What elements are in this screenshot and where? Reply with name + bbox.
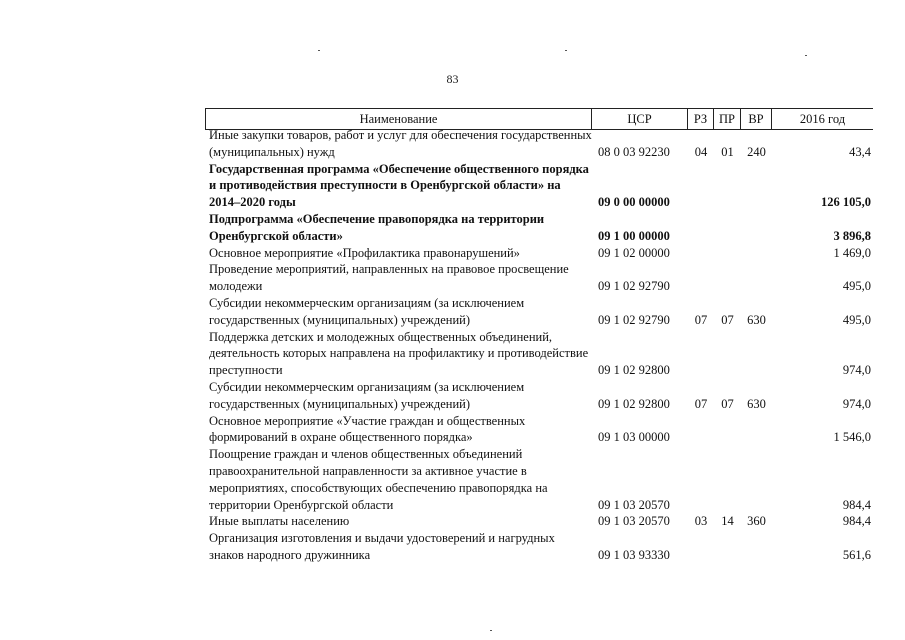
row-name: Поощрение граждан и членов общественных объединений правоохранительной направленности за активное участие в мероприятиях, способствующих обеспечению правопорядка на территории Оренбургской области <box>209 447 548 512</box>
row-csr: 09 1 03 00000 <box>598 430 670 445</box>
table-row <box>205 261 873 295</box>
scan-speck <box>318 50 320 51</box>
row-name: Субсидии некоммерческим организациям (за исключением государственных (муниципальных) учреждений) <box>209 379 525 411</box>
row-name: Иные закупки товаров, работ и услуг для обеспечения государственных (муниципальных) нужд <box>209 128 592 159</box>
table-row <box>205 161 873 211</box>
header-name: Наименование <box>205 109 592 129</box>
row-csr: 09 1 03 20570 <box>598 514 670 529</box>
header-pr: ПР <box>714 109 741 129</box>
row-rz: 07 <box>694 396 708 411</box>
row-name: Субсидии некоммерческим организациям (за исключением государственных (муниципальных) учреждений) <box>209 295 525 327</box>
table-body <box>205 127 873 564</box>
row-vr: 360 <box>747 514 766 529</box>
row-name: Основное мероприятие «Профилактика правонарушений» <box>209 245 520 260</box>
row-value: 974,0 <box>842 363 871 378</box>
header-csr: ЦСР <box>592 109 688 129</box>
row-name: Поддержка детских и молодежных общественных объединений, деятельность которых направлена на профилактику и противодействие преступности <box>209 329 589 378</box>
row-name: Подпрограмма «Обеспечение правопорядка на территории Оренбургской области» <box>209 211 545 243</box>
row-value: 495,0 <box>842 312 871 327</box>
row-csr: 09 1 02 00000 <box>598 245 670 260</box>
row-csr: 09 1 00 00000 <box>598 228 670 243</box>
table-row <box>205 413 873 447</box>
scan-speck <box>805 55 807 56</box>
row-pr: 07 <box>721 396 734 411</box>
row-pr: 14 <box>721 514 734 529</box>
page-number: 83 <box>446 72 459 86</box>
row-pr: 07 <box>721 312 734 327</box>
row-vr: 240 <box>747 144 766 159</box>
row-csr: 09 1 03 20570 <box>598 497 670 512</box>
row-name: Государственная программа «Обеспечение общественного порядка и противодействия преступности в Оренбургской области» на 2014–2020 годы <box>209 161 589 210</box>
table-row <box>205 295 873 329</box>
header-vr: ВР <box>741 109 772 129</box>
table-row <box>205 530 873 564</box>
table-row <box>205 211 873 245</box>
row-name: Иные выплаты населению <box>209 514 350 529</box>
row-csr: 09 1 02 92800 <box>598 363 670 378</box>
row-rz: 07 <box>694 312 708 327</box>
row-vr: 630 <box>747 396 766 411</box>
row-value: 495,0 <box>842 279 871 294</box>
table-row <box>205 245 873 262</box>
row-value: 126 105,0 <box>821 195 871 210</box>
row-rz: 03 <box>694 514 708 529</box>
row-csr: 09 0 00 00000 <box>598 195 670 210</box>
row-csr: 09 1 02 92790 <box>598 279 670 294</box>
table-row <box>205 379 873 413</box>
table-row <box>205 513 873 530</box>
table-row <box>205 329 873 379</box>
row-rz: 04 <box>694 144 708 159</box>
row-value: 984,4 <box>842 497 871 512</box>
row-name: Проведение мероприятий, направленных на правовое просвещение молодежи <box>209 262 569 294</box>
scan-speck <box>565 50 567 51</box>
row-value: 561,6 <box>842 547 871 562</box>
header-rz: РЗ <box>688 109 714 129</box>
row-name: Организация изготовления и выдачи удостоверений и нагрудных знаков народного дружинника <box>209 531 555 562</box>
row-pr: 01 <box>721 144 734 159</box>
table-row <box>205 446 873 513</box>
row-vr: 630 <box>747 312 766 327</box>
row-csr: 08 0 03 92230 <box>598 144 670 159</box>
row-name: Основное мероприятие «Участие граждан и общественных формирований в охране общественного порядка» <box>209 413 526 445</box>
row-value: 1 546,0 <box>833 430 871 445</box>
header-year: 2016 год <box>799 111 846 126</box>
row-value: 974,0 <box>842 396 871 411</box>
row-value: 43,4 <box>849 144 871 159</box>
row-csr: 09 1 02 92790 <box>598 312 670 327</box>
scan-speck <box>490 630 492 631</box>
row-value: 3 896,8 <box>833 228 871 243</box>
row-value: 1 469,0 <box>833 245 871 260</box>
row-csr: 09 1 03 93330 <box>598 547 670 562</box>
row-value: 984,4 <box>842 514 871 529</box>
table-row <box>205 127 873 161</box>
row-csr: 09 1 02 92800 <box>598 396 670 411</box>
